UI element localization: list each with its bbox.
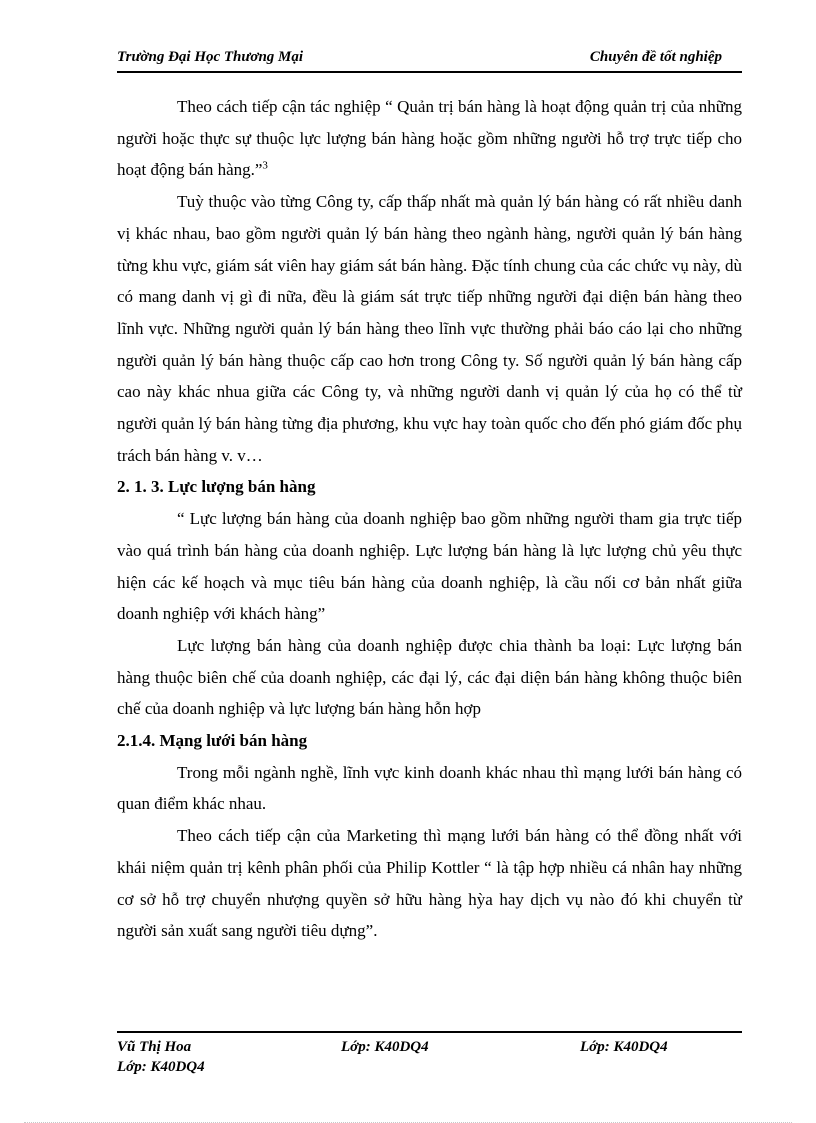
page-header <box>117 49 742 73</box>
footer-author: Vũ Thị Hoa <box>117 1039 192 1055</box>
footer-class-label: Lớp: K40DQ4 <box>341 1039 429 1055</box>
paragraph-manager-titles: Tuỳ thuộc vào từng Công ty, cấp thấp nhất mà quản lý bán hàng có rất nhiều danh vị khác nhau, bao gồm người quản lý bán hàng theo ngành hàng, người quản lý bán hàng từng khu vực, giám sát viên hay giám sát bán hàng. Đặc tính chung của các chức vụ này, dù có mang danh vị gì đi nữa, đều là giám sát trực tiếp những người đại diện bán hàng theo lĩnh vực. Những người quản lý bán hàng theo lĩnh vực thường phải báo cáo lại cho những người quản lý bán hàng thuộc cấp cao hơn trong Công ty. Số người quản lý bán hàng cấp cao này khác nhua giữa các Công ty, và những người danh vị quản lý của họ có thể từ người quản lý bán hàng từng địa phương, khu vực hay toàn quốc cho đến phó giám đốc phụ trách bán hàng v. v… <box>117 192 742 465</box>
heading-sales-network: 2.1.4. Mạng lưới bán hàng <box>117 731 308 751</box>
paragraph-network-views: Trong mỗi ngành nghề, lĩnh vực kinh doanh khác nhau thì mạng lưới bán hàng có quan điểm khác nhau. <box>117 762 742 814</box>
header-topic: Chuyên đề tốt nghiệp <box>589 49 722 65</box>
document-body <box>117 91 742 947</box>
footnote-marker: 3 <box>262 159 268 172</box>
footer-class-label: Lớp: K40DQ4 <box>580 1039 668 1055</box>
heading-sales-force: 2. 1. 3. Lực lượng bán hàng <box>117 477 316 497</box>
footer-divider <box>117 1031 742 1033</box>
paragraph-sales-force-types: Lực lượng bán hàng của doanh nghiệp được chia thành ba loại: Lực lượng bán hàng thuộc biên chế của doanh nghiệp, các đại lý, các đại diện bán hàng không thuộc biên chế của doanh nghiệp và lực lượng bán hàng hỗn hợp <box>117 635 742 719</box>
paragraph-sales-management-definition: Theo cách tiếp cận tác nghiệp “ Quản trị bán hàng là hoạt động quản trị của những người hoặc thực sự thuộc lực lượng bán hàng hoặc gồm những người hỗ trợ trực tiếp cho hoạt động bán hàng.”$^3$ <box>117 97 742 180</box>
header-school: Trường Đại Học Thương Mại <box>117 49 304 65</box>
footer-class-label: Lớp: K40DQ4 <box>117 1059 205 1075</box>
paragraph-marketing-approach: Theo cách tiếp cận của Marketing thì mạng lưới bán hàng có thể đồng nhất với khái niệm quản trị kênh phân phối của Philip Kottler “ là tập hợp nhiều cá nhân hay những cơ sở hỗ trợ chuyển nhượng quyền sở hữu hàng hỳa hay dịch vụ nào đó khi chuyển từ người sản xuất sang người tiêu dựng”. <box>117 826 742 941</box>
paragraph-sales-force-definition: “ Lực lượng bán hàng của doanh nghiệp bao gồm những người tham gia trực tiếp vào quá trình bán hàng của doanh nghiệp. Lực lượng bán hàng là lực lượng chủ yêu thực hiện các kế hoạch và mục tiêu bán hàng của doanh nghiệp, là cầu nối cơ bản nhất giữa doanh nghiệp với khách hàng” <box>117 509 742 624</box>
